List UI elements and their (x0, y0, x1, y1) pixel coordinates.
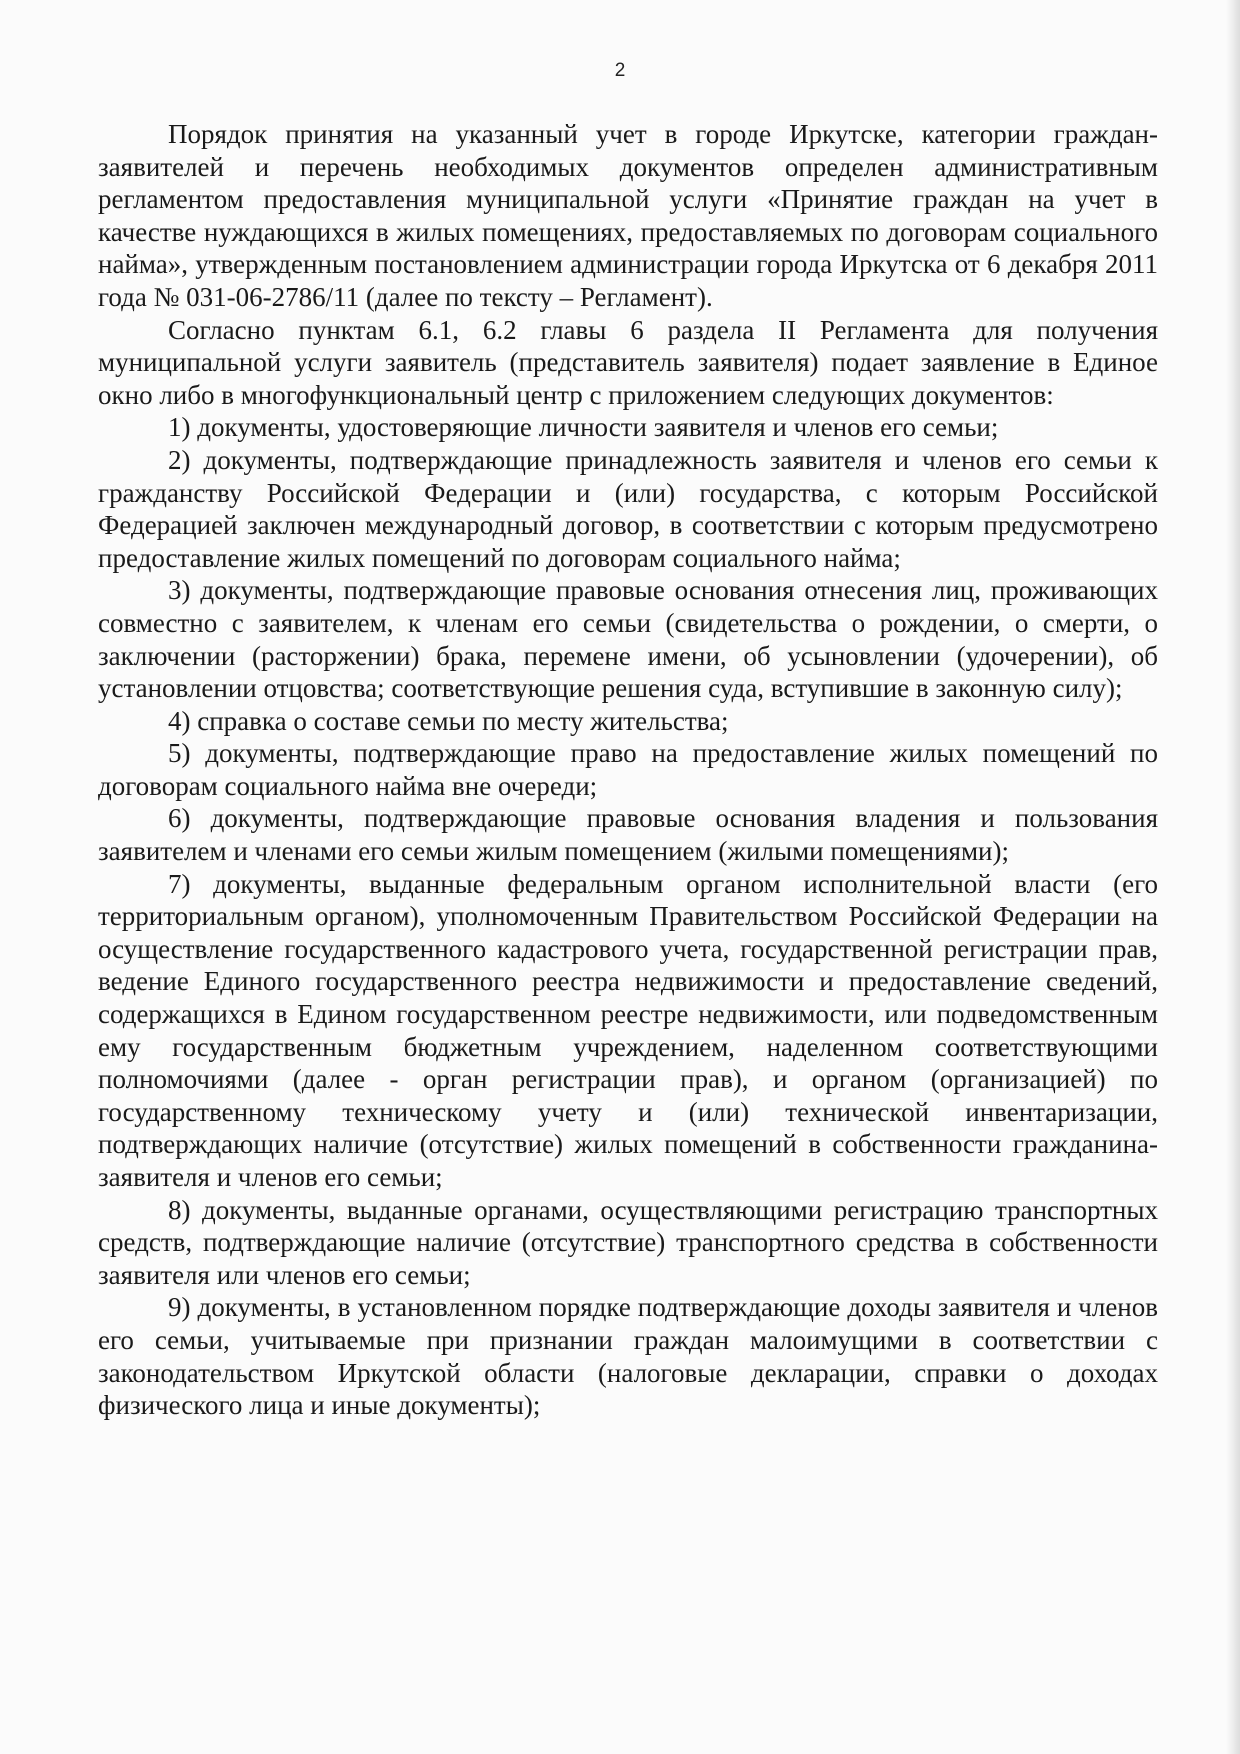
list-item-8: 8) документы, выданные органами, осуществляющими регистрацию транспортных средств, подтверждающие наличие (отсутствие) транспортного средства в собственности заявителя или членов его семьи; (98, 1194, 1158, 1290)
paragraph-intro: Порядок принятия на указанный учет в городе Иркутске, категории граждан-заявителей и перечень необходимых документов определен административным регламентом предоставления муниципальной услуги «Принятие граждан на учет в качестве нуждающихся в жилых помещениях, предоставляемых по договорам социального найма», утвержденным постановлением администрации города Иркутска от 6 декабря 2011 года № 031-06-2786/11 (далее по тексту – Регламент). (98, 119, 1158, 312)
list-item-9: 9) документы, в установленном порядке подтверждающие доходы заявителя и членов его семьи, учитываемые при признании граждан малоимущими в соответствии с законодательством Иркутской области (налоговые декларации, справки о доходах физического лица и иные документы); (98, 1292, 1158, 1421)
paragraph-reglament-clause: Согласно пунктам 6.1, 6.2 главы 6 раздела II Регламента для получения муниципальной услуги заявитель (представитель заявителя) подает заявление в Единое окно либо в многофункциональный центр с приложением следующих документов: (98, 314, 1158, 410)
list-item-1: 1) документы, удостоверяющие личности заявителя и членов его семьи; (168, 412, 999, 443)
list-item-2: 2) документы, подтверждающие принадлежность заявителя и членов его семьи к гражданству Российской Федерации и (или) государства, с которым Российской Федерацией заключен международный договор, в соответствии с которым предусмотрено предоставление жилых помещений по договорам социального найма; (98, 444, 1158, 573)
document-body (98, 118, 1158, 1422)
page-edge-shadow (1226, 0, 1240, 1754)
list-item-5: 5) документы, подтверждающие право на предоставление жилых помещений по договорам социального найма вне очереди; (98, 738, 1158, 801)
list-item-3: 3) документы, подтверждающие правовые основания отнесения лиц, проживающих совместно с заявителем, к членам его семьи (свидетельства о рождении, о смерти, о заключении (расторжении) брака, перемене имени, об усыновлении (удочерении), об установлении отцовства; соответствующие решения суда, вступившие в законную силу); (98, 575, 1158, 704)
list-item-4: 4) справка о составе семьи по месту жительства; (168, 705, 729, 736)
list-item-6: 6) документы, подтверждающие правовые основания владения и пользования заявителем и членами его семьи жилым помещением (жилыми помещениями); (98, 803, 1158, 867)
page-number: 2 (614, 60, 626, 81)
list-item-7: 7) документы, выданные федеральным органом исполнительной власти (его территориальным органом), уполномоченным Правительством Российской Федерации на осуществление государственного кадастрового учета, государственной регистрации прав, ведение Единого государственного реестра недвижимости и предоставление сведений, содержащихся в Едином государственном реестре недвижимости, или подведомственным ему государственным бюджетным учреждением, наделенном соответствующими полномочиями (далее - орган регистрации прав), и органом (организацией) по государственному техническому учету и (или) технической инвентаризации, подтверждающих наличие (отсутствие) жилых помещений в собственности гражданина-заявителя и членов его семьи; (98, 868, 1158, 1192)
